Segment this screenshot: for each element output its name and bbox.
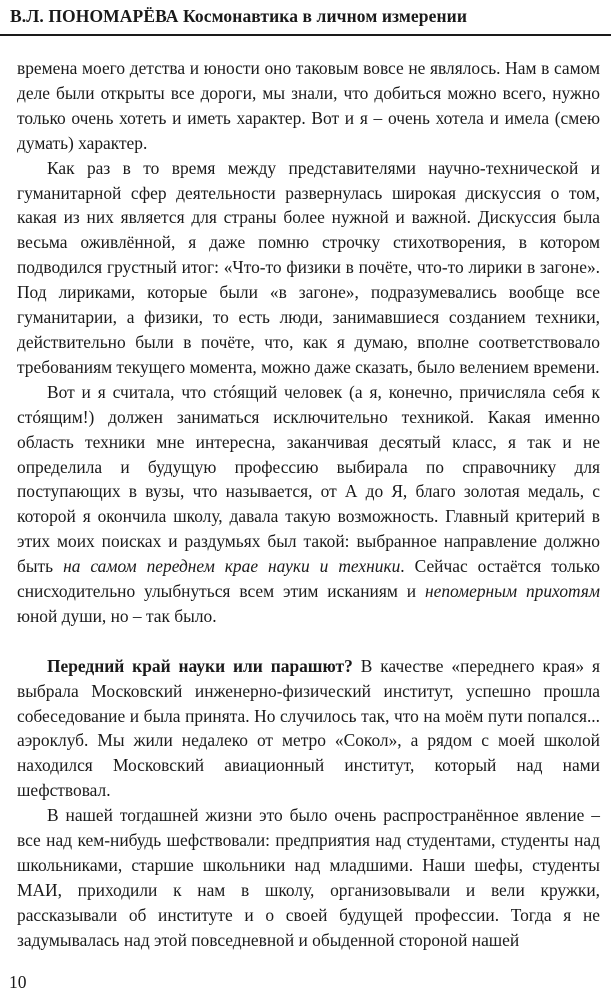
paragraph-technique [17, 380, 600, 629]
page-number: 10 [9, 972, 27, 992]
section-lead-heading: Передний край науки или парашют? [47, 655, 353, 676]
paragraph-text: Вот и я считала, что стóящий человек (а я, конечно, причисляла себя к стóящим!) должен заниматься исключительно техникой. Какая именно область техники мне интересна, заканчивая десятый класс, я так и не определила и будущую профессию выбирала по справочнику для поступающих в вузы, что называется, от А до Я, благо золотая медаль, с которой я окончила школу, давала такую возможность. Главный критерий в этих моих поисках и раздумьях был такой: выбранное направление должно быть [17, 381, 600, 577]
running-header [0, 0, 611, 40]
italic-phrase: непомерным прихотям [424, 581, 600, 602]
header-rule [0, 34, 611, 36]
paragraph-text: В качестве «переднего края» я выбрала Московский инженерно-физический институт, успешно прошла собеседование и была принята. Но случилось так, что на моём пути попался... аэроклуб. Мы жили недалеко от метро «Сокол», а рядом с моей школой находился Московский авиационный институт, который над нами шефствовал. [17, 655, 600, 801]
running-head-title: В.Л. ПОНОМАРЁВА Космонавтика в личном измерении [10, 6, 468, 26]
body-text [17, 56, 600, 953]
paragraph-patronage: В нашей тогдашней жизни это было очень распространённое явление – все над кем-нибудь шефствовали: предприятия над студентами, студенты над школьниками, старшие школьники над младшими. Наши шефы, студенты МАИ, приходили к нам в школу, организовывали и вели кружки, рассказывали об институте и о своей будущей профессии. Тогда я не задумывалась над этой повседневной и обыденной стороной нашей [17, 805, 600, 950]
paragraph-text: юной души, но – так было. [17, 605, 217, 626]
paragraph-continuation: времена моего детства и юности оно таковым вовсе не являлось. Нам в самом деле были открыты все дороги, мы знали, что добиться можно всего, нужно только очень хотеть и иметь характер. Вот и я – очень хотела и имела (смею думать) характер. [17, 58, 600, 153]
paragraph-section-start [17, 654, 600, 803]
paragraph-text: . Сейчас остаётся только снисходительно улыбнуться всем этим исканиям и [17, 556, 600, 602]
italic-phrase: на самом переднем крае науки и техники [63, 556, 401, 577]
paragraph-discussion: Как раз в то время между представителями научно-технической и гуманитарной сфер деятельности развернулась широкая дискуссия о том, какая из них является для страны более нужной и важной. Дискуссия была весьма оживлённой, я даже помню строчку стихотворения, в котором подводился грустный итог: «Что-то физики в почёте, что-то лирики в загоне». Под лириками, которые были «в загоне», подразумевались вообще все гуманитарии, а физики, то есть люди, занимавшиеся созданием техники, действительно были в почёте, что, как я думаю, вполне соответствовало требованиям текущего момента, можно даже сказать, было велением времени. [17, 157, 600, 377]
